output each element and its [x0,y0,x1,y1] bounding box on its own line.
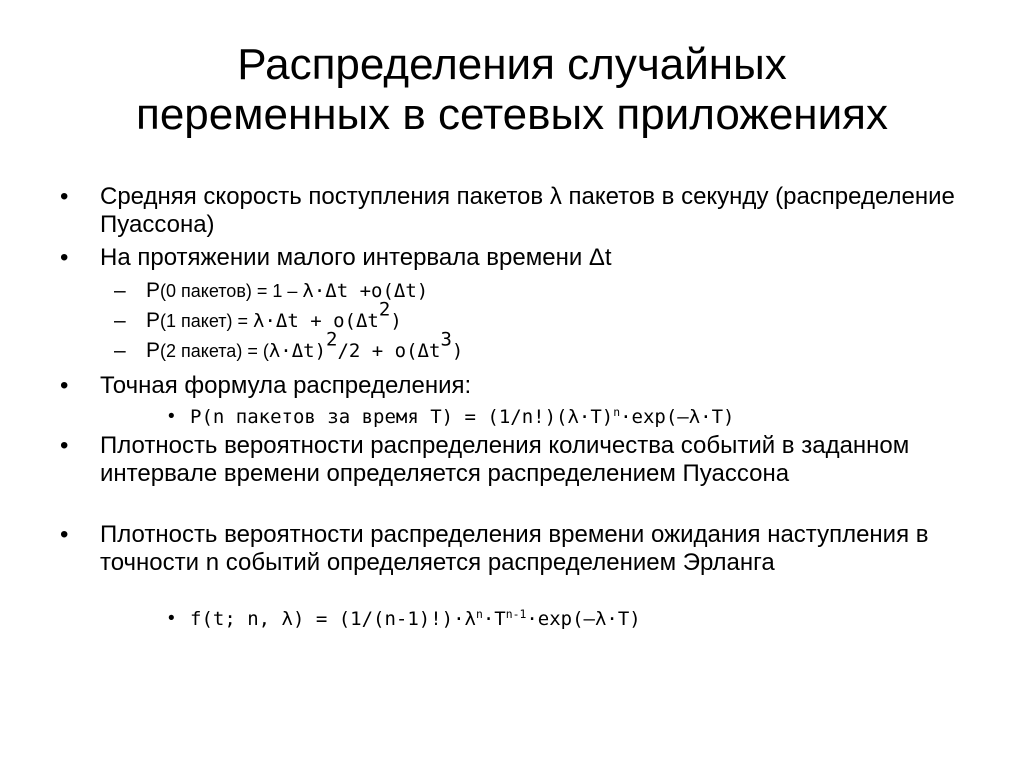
bullet-item [60,432,980,488]
formula-superscript: 3 [440,328,452,351]
formula-expr: λ·Δt) [268,340,327,362]
dash-marker: – [114,309,126,332]
formula-text: (0 пакетов) = 1 – [160,281,303,301]
bullet-item [60,244,980,272]
dot-marker: • [168,406,175,427]
bullet-marker: • [60,183,69,210]
bullet-marker: • [60,521,69,548]
formula-expr: f(t; n, λ) = (1/(n-1)!)·λ [190,608,476,630]
bullet-text: Точная формула распределения: [100,372,472,399]
formula-superscript: n [475,607,483,622]
formula-close: ) [390,310,402,332]
bullet-item [60,372,980,400]
formula-p: P [146,309,161,332]
formula-expr: λ·Δt +o(Δt) [302,280,429,302]
formula-expr: ·T [482,608,506,630]
bullet-marker: • [60,372,69,399]
slide-title-line-2: переменных в сетевых приложениях [136,90,888,139]
bullet-marker: • [60,432,69,459]
dash-marker: – [114,279,126,302]
formula-expr: P(n пакетов за время T) = (1/n!)(λ·T) [190,406,614,428]
sub-sub-item [168,405,735,429]
formula-p: P [146,279,161,302]
bullet-text: Плотность вероятности распределения количества событий в заданном интервале времени определяется распределением Пуассона [100,432,910,487]
dot-marker: • [168,608,175,629]
formula-close: ) [451,340,464,362]
formula-text: (2 пакета) = ( [160,341,269,361]
formula-expr: /2 + o(Δt [337,340,441,362]
slide-title-line-1: Распределения случайных [237,40,787,89]
bullet-marker: • [60,244,69,271]
formula-superscript: 2 [378,298,391,321]
formula-superscript: n [613,405,621,420]
bullet-item [60,521,980,577]
bullet-text: Средняя скорость поступления пакетов λ пакетов в секунду (распределение Пуассона) [100,183,955,238]
formula-expr: λ·Δt + o(Δt [253,310,379,332]
sub-item [114,298,402,334]
formula-text: (1 пакет) = [160,311,254,331]
sub-sub-item [168,607,641,631]
sub-item [114,328,464,364]
dash-marker: – [114,339,126,362]
formula-expr: ·exp(–λ·T) [526,608,641,630]
bullet-item [60,183,980,239]
formula-expr: ·exp(–λ·T) [620,406,735,428]
formula-superscript: n-1 [505,607,527,622]
formula-p: P [146,339,161,362]
bullet-text: На протяжении малого интервала времени Δt [100,244,612,271]
bullet-text: Плотность вероятности распределения времени ожидания наступления в точности n событий определяется распределением Эрланга [100,521,929,576]
formula-superscript: 2 [326,328,338,351]
